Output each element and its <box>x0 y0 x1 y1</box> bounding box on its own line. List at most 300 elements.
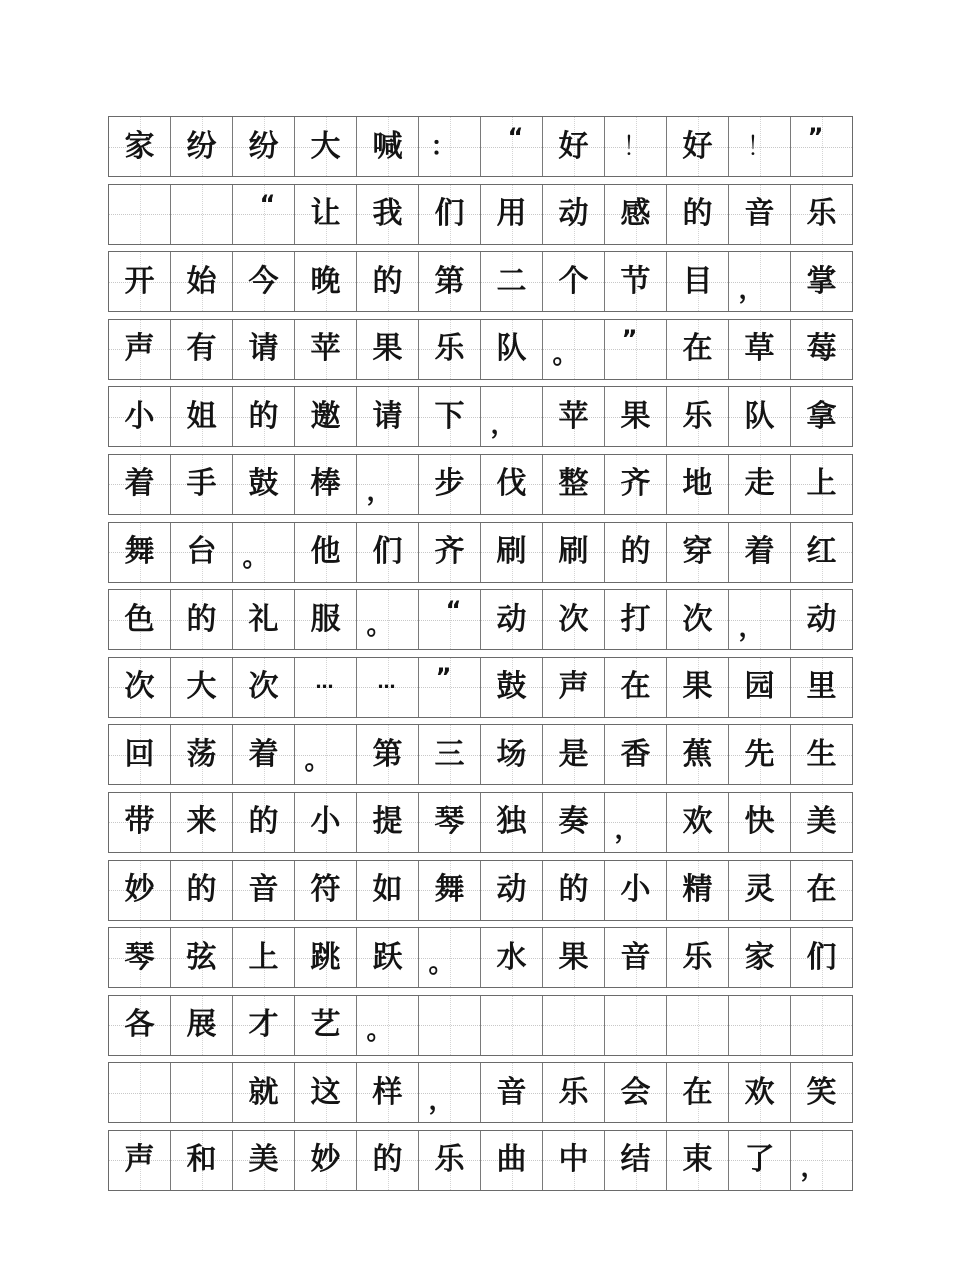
grid-cell <box>667 928 729 987</box>
cell-character: 如 <box>372 872 403 908</box>
cell-character: 的 <box>372 1142 403 1178</box>
grid-cell <box>171 455 233 514</box>
cell-character: 的 <box>372 263 403 299</box>
grid-cell-empty <box>171 185 233 244</box>
cell-character: 用 <box>496 196 527 232</box>
grid-cell <box>543 252 605 311</box>
grid-cell <box>295 185 357 244</box>
grid-cell <box>109 861 171 920</box>
cell-character: ！ <box>746 131 773 162</box>
grid-cell <box>729 117 791 176</box>
grid-cell <box>543 523 605 582</box>
grid-cell <box>543 117 605 176</box>
cell-character: 。 <box>366 610 393 641</box>
cell-character: 美 <box>248 1142 279 1178</box>
grid-cell <box>605 658 667 717</box>
grid-cell <box>543 793 605 852</box>
cell-character: 生 <box>806 736 837 772</box>
grid-cell <box>481 320 543 379</box>
cell-character: “ <box>445 595 462 624</box>
grid-cell <box>419 658 481 717</box>
cell-character: 始 <box>186 263 217 299</box>
grid-cell <box>109 928 171 987</box>
cell-character: 弦 <box>186 939 217 975</box>
grid-cell <box>109 658 171 717</box>
cell-character: 跳 <box>310 939 341 975</box>
cell-character: 台 <box>186 534 217 570</box>
grid-cell <box>109 117 171 176</box>
cell-character: 带 <box>124 804 155 840</box>
grid-cell <box>357 117 419 176</box>
cell-character: 目 <box>682 263 713 299</box>
grid-cell <box>667 658 729 717</box>
grid-row <box>108 184 853 245</box>
cell-character: 伐 <box>496 466 527 502</box>
grid-cell <box>233 185 295 244</box>
cell-character: 纷 <box>186 128 217 164</box>
grid-cell <box>481 387 543 446</box>
grid-cell <box>419 725 481 784</box>
cell-character: 着 <box>744 534 775 570</box>
cell-character: 就 <box>248 1074 279 1110</box>
grid-cell-empty <box>109 185 171 244</box>
cell-character: 的 <box>186 601 217 637</box>
grid-cell <box>605 117 667 176</box>
cell-character: 第 <box>434 263 465 299</box>
cell-character: ” <box>807 122 824 151</box>
grid-cell <box>543 928 605 987</box>
cell-character: 果 <box>372 331 403 367</box>
cell-character: 小 <box>620 872 651 908</box>
grid-cell <box>109 387 171 446</box>
grid-cell <box>419 590 481 649</box>
cell-character: 动 <box>806 601 837 637</box>
grid-cell <box>481 861 543 920</box>
cell-character: 回 <box>124 736 155 772</box>
grid-cell <box>729 185 791 244</box>
cell-character: 美 <box>806 804 837 840</box>
cell-character: 先 <box>744 736 775 772</box>
cell-character: 次 <box>124 669 155 705</box>
cell-character: 整 <box>558 466 589 502</box>
cell-character: 苹 <box>558 398 589 434</box>
grid-cell <box>543 185 605 244</box>
grid-cell <box>543 590 605 649</box>
grid-cell <box>171 996 233 1055</box>
cell-character: ： <box>430 131 457 162</box>
cell-character: … <box>315 672 332 694</box>
cell-character: 二 <box>496 263 527 299</box>
grid-cell <box>729 320 791 379</box>
cell-character: 舞 <box>124 534 155 570</box>
cell-character: 妙 <box>124 872 155 908</box>
cell-character: 结 <box>620 1142 651 1178</box>
cell-character: … <box>377 672 394 694</box>
grid-cell <box>667 725 729 784</box>
cell-character: 这 <box>310 1074 341 1110</box>
grid-cell <box>667 861 729 920</box>
cell-character: 刷 <box>496 534 527 570</box>
grid-cell <box>605 320 667 379</box>
grid-cell-empty <box>109 1063 171 1122</box>
grid-cell <box>233 455 295 514</box>
cell-character: 们 <box>372 534 403 570</box>
grid-cell <box>605 725 667 784</box>
cell-character: 快 <box>744 804 775 840</box>
grid-cell <box>791 861 852 920</box>
grid-cell <box>295 1131 357 1190</box>
cell-character: 有 <box>186 331 217 367</box>
cell-character: 和 <box>186 1142 217 1178</box>
grid-cell <box>605 387 667 446</box>
cell-character: 苹 <box>310 331 341 367</box>
cell-character: 的 <box>248 804 279 840</box>
grid-cell <box>543 861 605 920</box>
cell-character: 让 <box>310 196 341 232</box>
cell-character: 们 <box>806 939 837 975</box>
grid-cell <box>481 1063 543 1122</box>
cell-character: 下 <box>434 398 465 434</box>
cell-character: 小 <box>310 804 341 840</box>
cell-character: 纷 <box>248 128 279 164</box>
grid-cell <box>295 861 357 920</box>
grid-cell <box>357 455 419 514</box>
grid-cell <box>109 725 171 784</box>
grid-cell <box>605 523 667 582</box>
grid-cell <box>481 928 543 987</box>
grid-row <box>108 1130 853 1191</box>
cell-character: 好 <box>682 128 713 164</box>
cell-character: 步 <box>434 466 465 502</box>
cell-character: 的 <box>620 534 651 570</box>
grid-cell <box>791 928 852 987</box>
cell-character: 。 <box>242 543 269 574</box>
grid-row <box>108 251 853 312</box>
cell-character: 的 <box>248 398 279 434</box>
grid-cell <box>171 252 233 311</box>
grid-cell <box>481 523 543 582</box>
grid-cell <box>481 658 543 717</box>
cell-character: 琴 <box>124 939 155 975</box>
cell-character: 乐 <box>434 331 465 367</box>
grid-cell <box>605 861 667 920</box>
grid-cell <box>295 793 357 852</box>
grid-cell <box>295 117 357 176</box>
cell-character: 今 <box>248 263 279 299</box>
grid-cell <box>605 793 667 852</box>
cell-character: 会 <box>620 1074 651 1110</box>
grid-cell <box>233 320 295 379</box>
grid-cell <box>667 387 729 446</box>
cell-character: 的 <box>558 872 589 908</box>
grid-cell <box>109 1131 171 1190</box>
grid-cell <box>171 523 233 582</box>
grid-cell <box>481 455 543 514</box>
grid-cell <box>791 252 852 311</box>
grid-cell <box>357 590 419 649</box>
cell-character: 次 <box>248 669 279 705</box>
cell-character: 穿 <box>682 534 713 570</box>
cell-character: 中 <box>558 1142 589 1178</box>
cell-character: 红 <box>806 534 837 570</box>
grid-cell <box>419 523 481 582</box>
grid-cell-empty <box>543 996 605 1055</box>
grid-cell-empty <box>667 996 729 1055</box>
grid-cell <box>233 658 295 717</box>
cell-character: 家 <box>744 939 775 975</box>
cell-character: 服 <box>310 601 341 637</box>
grid-cell <box>171 590 233 649</box>
cell-character: 乐 <box>682 939 713 975</box>
cell-character: 着 <box>248 736 279 772</box>
cell-character: 姐 <box>186 398 217 434</box>
grid-cell <box>791 117 852 176</box>
cell-character: 拿 <box>806 398 837 434</box>
grid-cell <box>543 725 605 784</box>
cell-character: 独 <box>496 804 527 840</box>
grid-cell <box>729 861 791 920</box>
cell-character: 队 <box>496 331 527 367</box>
grid-cell <box>419 185 481 244</box>
grid-cell <box>109 252 171 311</box>
grid-cell <box>233 861 295 920</box>
grid-cell <box>605 590 667 649</box>
cell-character: 上 <box>248 939 279 975</box>
composition-grid <box>108 116 853 1198</box>
grid-cell <box>605 928 667 987</box>
cell-character: 声 <box>558 669 589 705</box>
grid-cell <box>171 725 233 784</box>
grid-cell <box>729 658 791 717</box>
cell-character: ， <box>366 477 393 508</box>
cell-character: 动 <box>558 196 589 232</box>
grid-cell <box>357 252 419 311</box>
cell-character: 音 <box>248 872 279 908</box>
grid-cell <box>295 996 357 1055</box>
cell-character: 跃 <box>372 939 403 975</box>
cell-character: ！ <box>622 131 649 162</box>
grid-cell <box>295 1063 357 1122</box>
cell-character: ， <box>614 815 641 846</box>
cell-character: 了 <box>744 1142 775 1178</box>
cell-character: 感 <box>620 196 651 232</box>
grid-cell <box>667 1131 729 1190</box>
cell-character: 掌 <box>806 263 837 299</box>
cell-character: 符 <box>310 872 341 908</box>
cell-character: 在 <box>806 872 837 908</box>
cell-character: ， <box>738 274 765 305</box>
cell-character: 请 <box>372 398 403 434</box>
cell-character: 里 <box>806 669 837 705</box>
grid-cell <box>357 861 419 920</box>
grid-cell <box>729 387 791 446</box>
grid-cell <box>605 1063 667 1122</box>
grid-cell <box>233 387 295 446</box>
grid-cell <box>605 185 667 244</box>
grid-cell <box>729 725 791 784</box>
grid-row <box>108 386 853 447</box>
cell-character: 他 <box>310 534 341 570</box>
grid-cell <box>543 455 605 514</box>
cell-character: 曲 <box>496 1142 527 1178</box>
cell-character: 好 <box>558 128 589 164</box>
grid-cell <box>543 1063 605 1122</box>
grid-cell <box>729 455 791 514</box>
cell-character: 手 <box>186 466 217 502</box>
cell-character: 水 <box>496 939 527 975</box>
grid-cell-empty <box>481 996 543 1055</box>
grid-cell <box>233 590 295 649</box>
grid-cell <box>295 658 357 717</box>
cell-character: 我 <box>372 196 403 232</box>
grid-cell <box>481 1131 543 1190</box>
grid-cell <box>481 185 543 244</box>
grid-cell <box>233 117 295 176</box>
cell-character: 场 <box>496 736 527 772</box>
grid-cell <box>233 252 295 311</box>
grid-cell <box>791 387 852 446</box>
grid-cell <box>729 523 791 582</box>
cell-character: 齐 <box>620 466 651 502</box>
grid-row <box>108 657 853 718</box>
grid-cell <box>233 996 295 1055</box>
grid-cell <box>233 1131 295 1190</box>
grid-cell <box>295 523 357 582</box>
grid-cell <box>109 523 171 582</box>
grid-cell <box>729 252 791 311</box>
grid-cell <box>667 523 729 582</box>
cell-character: 次 <box>682 601 713 637</box>
grid-cell <box>419 455 481 514</box>
grid-cell <box>419 1063 481 1122</box>
cell-character: 是 <box>558 736 589 772</box>
cell-character: 香 <box>620 736 651 772</box>
cell-character: 音 <box>744 196 775 232</box>
grid-cell <box>357 1131 419 1190</box>
grid-cell <box>481 725 543 784</box>
grid-cell <box>667 252 729 311</box>
cell-character: ” <box>435 663 452 692</box>
grid-cell <box>481 590 543 649</box>
grid-cell <box>109 590 171 649</box>
grid-cell <box>233 1063 295 1122</box>
grid-cell <box>791 725 852 784</box>
grid-cell <box>295 725 357 784</box>
cell-character: 在 <box>620 669 651 705</box>
cell-character: 晚 <box>310 263 341 299</box>
grid-cell <box>667 793 729 852</box>
grid-cell <box>233 725 295 784</box>
grid-cell <box>605 455 667 514</box>
cell-character: 上 <box>806 466 837 502</box>
grid-cell <box>171 928 233 987</box>
cell-character: 声 <box>124 1142 155 1178</box>
cell-character: 束 <box>682 1142 713 1178</box>
cell-character: 展 <box>186 1007 217 1043</box>
cell-character: 妙 <box>310 1142 341 1178</box>
grid-cell <box>791 1063 852 1122</box>
cell-character: 提 <box>372 804 403 840</box>
cell-character: 大 <box>186 669 217 705</box>
cell-character: 各 <box>124 1007 155 1043</box>
grid-cell <box>295 387 357 446</box>
cell-character: 地 <box>682 466 713 502</box>
grid-row <box>108 454 853 515</box>
cell-character: 色 <box>124 601 155 637</box>
cell-character: 开 <box>124 263 155 299</box>
cell-character: 打 <box>620 601 651 637</box>
grid-row <box>108 116 853 177</box>
grid-cell <box>667 590 729 649</box>
grid-cell <box>171 793 233 852</box>
grid-row <box>108 724 853 785</box>
grid-cell <box>357 996 419 1055</box>
grid-cell <box>357 523 419 582</box>
cell-character: 。 <box>366 1016 393 1047</box>
cell-character: 果 <box>682 669 713 705</box>
grid-cell <box>171 658 233 717</box>
cell-character: 草 <box>744 331 775 367</box>
cell-character: 莓 <box>806 331 837 367</box>
cell-character: 动 <box>496 601 527 637</box>
cell-character: 音 <box>620 939 651 975</box>
grid-cell <box>357 658 419 717</box>
grid-row <box>108 860 853 921</box>
cell-character: 奏 <box>558 804 589 840</box>
grid-cell <box>109 455 171 514</box>
cell-character: 棒 <box>310 466 341 502</box>
grid-cell <box>357 928 419 987</box>
grid-cell <box>109 793 171 852</box>
grid-cell <box>233 523 295 582</box>
grid-cell <box>791 793 852 852</box>
cell-character: 灵 <box>744 872 775 908</box>
grid-row <box>108 927 853 988</box>
grid-cell <box>357 387 419 446</box>
cell-character: 舞 <box>434 872 465 908</box>
grid-cell <box>667 455 729 514</box>
grid-cell <box>357 1063 419 1122</box>
cell-character: 的 <box>682 196 713 232</box>
grid-cell <box>357 185 419 244</box>
cell-character: 。 <box>552 340 579 371</box>
grid-row <box>108 589 853 650</box>
grid-cell <box>357 725 419 784</box>
grid-cell <box>667 185 729 244</box>
grid-row <box>108 995 853 1056</box>
cell-character: 才 <box>248 1007 279 1043</box>
grid-cell-empty <box>605 996 667 1055</box>
cell-character: 样 <box>372 1074 403 1110</box>
cell-character: 在 <box>682 1074 713 1110</box>
grid-cell <box>419 928 481 987</box>
grid-cell <box>419 252 481 311</box>
cell-character: 着 <box>124 466 155 502</box>
grid-cell <box>419 320 481 379</box>
grid-cell <box>543 320 605 379</box>
grid-cell <box>605 252 667 311</box>
cell-character: 三 <box>434 736 465 772</box>
cell-character: 笑 <box>806 1074 837 1110</box>
grid-cell <box>791 1131 852 1190</box>
cell-character: 在 <box>682 331 713 367</box>
cell-character: 蕉 <box>682 736 713 772</box>
grid-cell-empty <box>419 996 481 1055</box>
grid-cell <box>729 1131 791 1190</box>
grid-cell <box>667 320 729 379</box>
cell-character: 礼 <box>248 601 279 637</box>
grid-cell <box>295 252 357 311</box>
